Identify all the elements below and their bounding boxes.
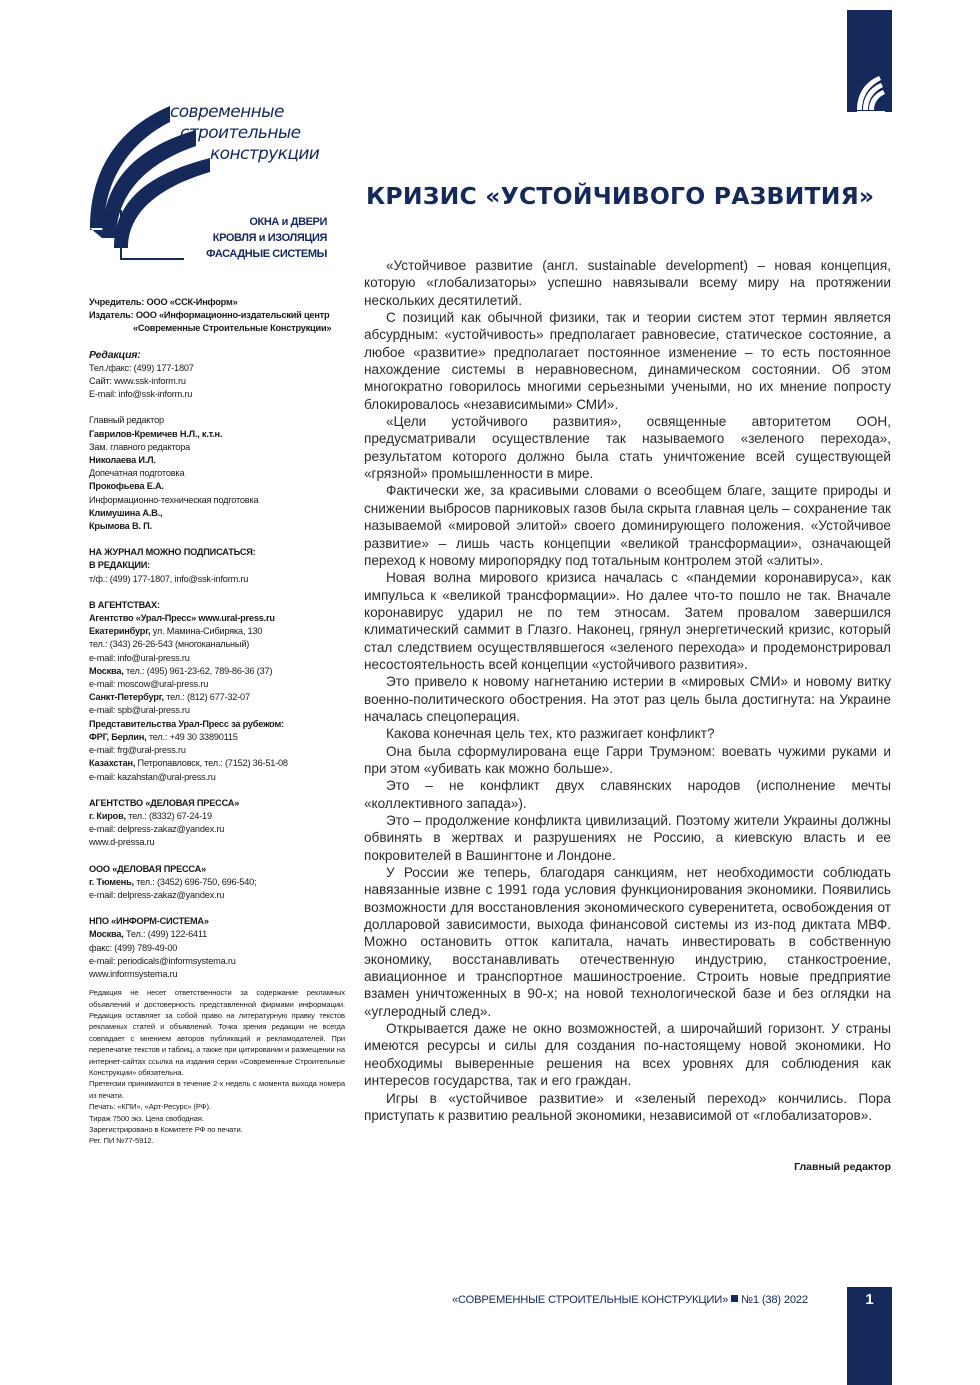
staff-name: Крымова В. П. [89,521,152,532]
ural-line: Казахстан, Петропавловск, тел.: (7152) 36-51-08 [89,758,288,769]
article-title: КРИЗИС «УСТОЙЧИВОГО РАЗВИТИЯ» [366,182,875,210]
publisher-cont: «Современные Строительные Конструкции» [133,323,332,334]
ural-line: e-mail: info@ural-press.ru [89,652,190,663]
logo-title-line: современные [170,102,284,122]
article-paragraph: Игры в «устойчивое развитие» и «зеленый переход» кончились. Пора приступать к развитию реальной экономики, независимой от «глобализаторов». [364,1090,891,1123]
disclaimer-text: Тираж 7500 экз. Цена свободная. [89,1113,204,1123]
disclaimer-text: Рег. ПИ №77-5912. [89,1136,154,1146]
disclaimer-text: Претензии принимаются в течение 2-х недель с момента выхода номера из печати. [89,1079,345,1100]
editorial-email: E-mail: info@ssk-inform.ru [89,389,193,400]
page-footer [452,1294,808,1306]
ural-line: e-mail: spb@ural-press.ru [89,705,190,716]
article-paragraph: Какова конечная цель тех, кто разжигает конфликт? [386,726,715,742]
article-paragraph: «Цели устойчивого развития», освященные авторитетом ООН, предусматривали осуществление так называемого «зеленого перехода», результатом которого должно была стать уничтожение всей существующей «грязной» промышленности в мире. [364,414,891,482]
disclaimer-text: Редакция не несет ответственности за содержание рекламных объявлений и достоверность представленной фирмами информации. Редакция оставляет за собой право на литературную правку текстов рекламных статей и объявлений. Точка зрения редакции не всегда совпадает с мнением авторов публикаций и рекламодателей. При перепечатке текстов и таблиц, а также при цитировании и размещении на интернет-сайтах ссылка на издания серии «Современные Строительные Конструкции» обязательна. [89,988,345,1077]
staff-role: Зам. главного редактора [89,441,191,452]
delpress-kirov-line: www.d-pressa.ru [89,837,155,848]
subscribe-heading: НА ЖУРНАЛ МОЖНО ПОДПИСАТЬСЯ: [89,547,256,558]
article-paragraph: Она была сформулирована еще Гарри Трумэном: воевать чужими руками и при этом «убивать как можно больше». [364,743,891,776]
logo-title-line: конструкции [210,144,320,164]
article-paragraph: Это привело к новому нагнетанию истерии в «мировых СМИ» и новому витку военно-политического обострения. На этот раз цель была достигнута: на Украине началась спецоперация. [364,674,891,724]
informsystema-line: Москва, Тел.: (499) 122-6411 [89,929,208,940]
agencies-heading: В АГЕНТСТВАХ: [89,599,160,610]
ural-line: e-mail: frg@ural-press.ru [89,745,186,756]
page-number-tab [847,1287,892,1385]
logo-title-line: строительные [180,123,301,143]
article-paragraph: Новая волна мирового кризиса началась с «пандемии коронавируса», как импульса к «великой трансформации». Но далее что-то пошло не так. Вначале коронавирус ударил не по тем этносам. Затем провалом завершился климатический саммит в Глазго. Наконец, грянул энергетический кризис, который стал следствием осуществлявшегося «зеленого перехода» и продемонстрировал несостоятельность всей концепции «устойчивого развития». [364,570,891,672]
staff-role: Главный редактор [89,415,164,426]
informsystema-line: НПО «ИНФОРМ-СИСТЕМА» [89,916,209,927]
staff-name: Климушина А.В., [89,507,163,518]
delpress-kirov-line: АГЕНТСТВО «ДЕЛОВАЯ ПРЕССА» [89,797,240,808]
square-bullet-icon [731,1295,738,1302]
editorial-phone: Тел./факс: (499) 177-1807 [89,362,194,373]
tag: ОКНА и ДВЕРИ [249,216,327,228]
ural-line: Санкт-Петербург, тел.: (812) 677-32-07 [89,692,250,703]
delpress-tyumen-line: г. Тюмень, тел.: (3452) 696-750, 696-540; [89,876,257,887]
article-paragraph: Открывается даже не окно возможностей, а широчайший горизонт. У страны имеются ресурсы и силы для создания по-настоящему новой экономики. Но необходимы выверенные решения на всех уровнях для соблюдения как интересов государства, так и его граждан. [364,1021,891,1089]
article-paragraph: У России же теперь, благодаря санкциям, нет необходимости соблюдать навязанные извне с 1991 года условия функционирования экономики. Появились возможности для восстановления экономического суверенитета, освобождения от долларовой зависимости, выхода финансовой системы из из-под диктата МВФ. Можно остановить отток капитала, начать инвестировать в собственную экономику, восстанавливать отечественную индустрию, станкостроение, авиационное и транспортное машиностроение. Строить новые предприятие взамен уничтоженных в 90-х; на новой технологической базе и без оглядки на «углеродный след». [364,865,891,1019]
informsystema-line: www.informsystema.ru [89,968,178,979]
staff-name: Гаврилов-Кремичев Н.Л., к.т.н. [89,428,223,439]
logo-tagline [206,214,327,262]
header-tab [847,10,892,112]
ural-line: e-mail: moscow@ural-press.ru [89,679,209,690]
founder: Учредитель: ООО «ССК-Информ» [89,297,238,307]
tag: ФАСАДНЫЕ СИСТЕМЫ [206,248,327,260]
informsystema-line: факс: (499) 789-49-00 [89,942,178,953]
tag: КРОВЛЯ и ИЗОЛЯЦИЯ [212,232,327,244]
informsystema-line: e-mail: periodicals@informsystema.ru [89,955,236,966]
ural-line: Екатеринбург, ул. Мамина-Сибиряка, 130 [89,626,263,637]
logo-title [170,102,319,165]
ural-line: e-mail: kazahstan@ural-press.ru [89,771,216,782]
ural-line: тел.: (343) 26-26-543 (многоканальный) [89,639,250,650]
publisher: Издатель: ООО «Информационно-издательский центр [89,310,330,321]
editorial-site: Сайт: www.ssk-inform.ru [89,376,186,387]
staff-role: Допечатная подготовка [89,468,185,479]
footer-journal: «СОВРЕМЕННЫЕ СТРОИТЕЛЬНЫЕ КОНСТРУКЦИИ» [452,1294,729,1306]
ural-line: Москва, тел.: (495) 961-23-62, 789-86-36 (37) [89,665,273,676]
footer-issue: №1 (38) 2022 [741,1294,808,1306]
ural-line: Представительства Урал-Пресс за рубежом: [89,718,284,729]
editorial-heading: Редакция: [89,348,141,361]
article-paragraph: Это – не конфликт двух славянских народов (исполнение мечты «коллективного запада»). [364,778,891,811]
disclaimer-text: Печать: «КПИ», «Арт-Ресурс» (РФ). [89,1102,211,1112]
article-paragraph: С позиций как обычной физики, так и теории систем этот термин является абсурдным: «устойчивость» предполагает равновесие, статическое состояние, а любое «развитие» предполагает постоянное изменение – то есть постоянное нахождение системы в неравновесном, динамическом состоянии. Об этом многократно говорилось многими серьезными учеными, но их мнение попросту блокировалось «независимыми» СМИ». [364,310,891,412]
ural-line: Агентство «Урал-Пресс» www.ural-press.ru [89,613,275,624]
staff-name: Прокофьева Е.А. [89,481,164,492]
delpress-tyumen-line: ООО «ДЕЛОВАЯ ПРЕССА» [89,863,206,874]
article-signature: Главный редактор [794,1161,891,1173]
article-paragraph: «Устойчивое развитие (англ. sustainable development) – новая концепция, которую «глобализаторы» успешно навязывали всему миру на протяжении нескольких десятилетий. [364,258,891,308]
ural-line: ФРГ, Берлин, тел.: +49 30 33890115 [89,731,238,742]
staff-role: Информационно-техническая подготовка [89,494,259,505]
journal-logo [88,100,333,265]
staff-name: Николаева И.Л. [89,455,156,466]
article-paragraph: Фактически же, за красивыми словами о всеобщем благе, защите природы и снижении выбросов парниковых газов была скрыта главная цель – сохранение так называемой «мировой элитой» своего доминирующего положения. «Устойчивое развитие» – лишь часть концепции «великой трансформации», означающей переход к новому миропорядку под тотальным контролем этой «элиты». [364,483,891,568]
imprint-sidebar [89,296,345,1147]
delpress-kirov-line: e-mail: delpress-zakaz@yandex.ru [89,824,225,835]
article-body [364,257,891,1124]
emblem-icon [853,72,887,114]
delpress-tyumen-line: e-mail: delpress-zakaz@yandex.ru [89,889,225,900]
delpress-kirov-line: г. Киров, тел.: (8332) 67-24-19 [89,810,212,821]
disclaimer [89,987,345,1147]
disclaimer-text: Зарегистрировано в Комитете РФ по печати. [89,1125,243,1135]
article-paragraph: Это – продолжение конфликта цивилизаций. Поэтому жители Украины должны обвинять в жертвах и разрушениях не Россию, а киевскую власть и ее покровителей в Вашингтоне и Лондоне. [364,813,891,863]
subscribe-office-contact: т/ф.: (499) 177-1807, info@ssk-inform.ru [89,573,249,584]
subscribe-office: В РЕДАКЦИИ: [89,560,151,571]
page-number: 1 [865,1291,874,1308]
